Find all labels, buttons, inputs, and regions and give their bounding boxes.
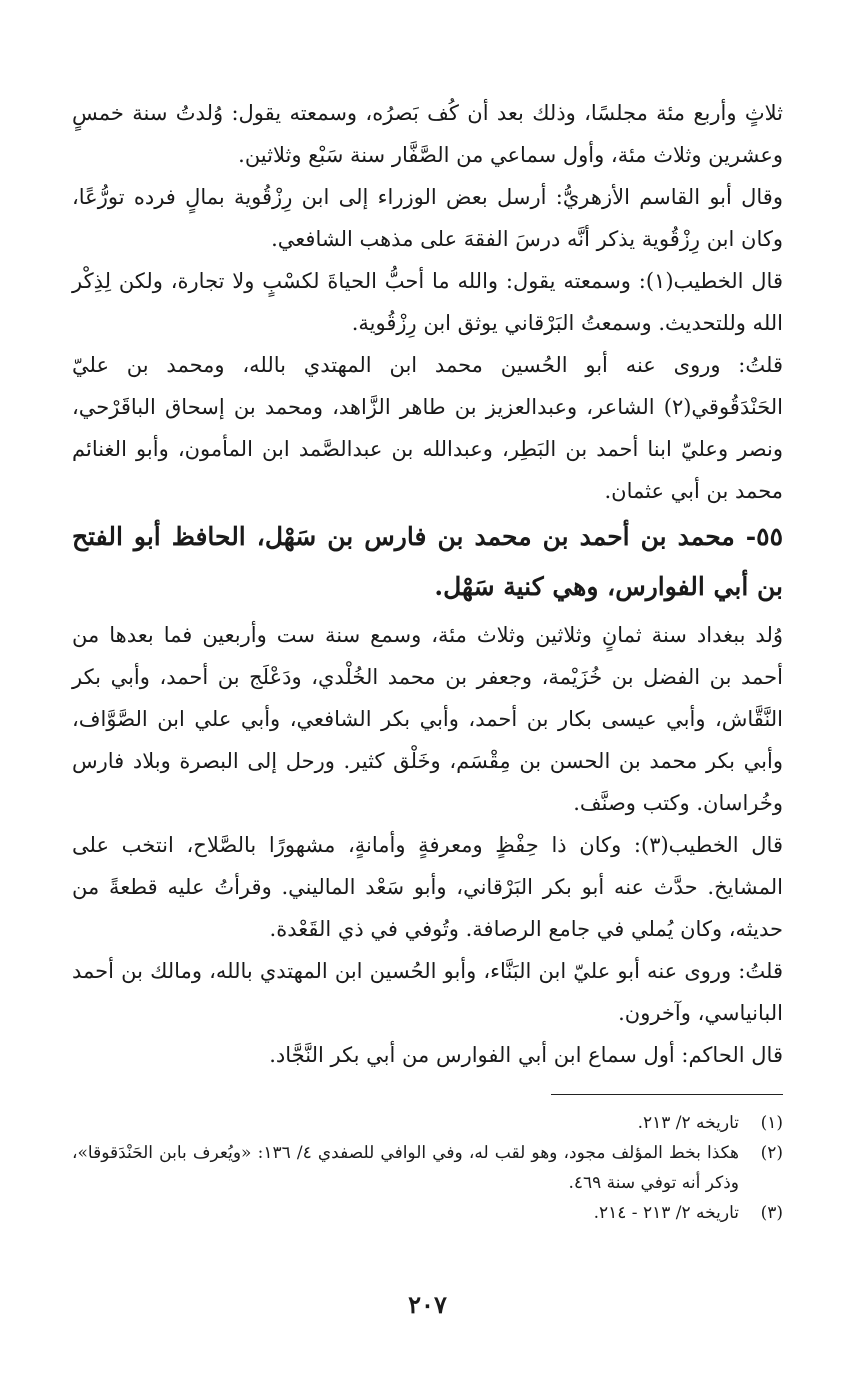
biography-entry-heading: ٥٥- محمد بن أحمد بن محمد بن فارس بن سَهْل، الحافظ أبو الفتح بن أبي الفوارس، وهي كنية سَهْل.: [72, 522, 783, 601]
paragraph-rizquya-dictation: ثلاثٍ وأربع مئة مجلسًا، وذلك بعد أن كُف بَصرُه، وسمعته يقول: وُلدتُ سنة خمسٍ وعشرين وثلاث مئة، وأول سماعي من الصَّفَّار سنة سَبْع وثلاثين.: [72, 101, 783, 167]
footnotes-list: [72, 1108, 783, 1228]
paragraph-narrators: قلتُ: وروى عنه أبو الحُسين محمد ابن المهتدي بالله، ومحمد بن عليّ الحَنْدَقُوقي(٢) الشاعر، وعبدالعزيز بن طاهر الزَّاهد، ومحمد بن إسحاق الباقَرْحي، ونصر وعليّ ابنا أحمد بن البَطِر، وعبدالله بن عبدالصَّمد ابن المأمون، وأبو الغنائم محمد بن أبي عثمان.: [72, 353, 783, 503]
footnote: [72, 1198, 783, 1228]
footnote: [72, 1138, 783, 1198]
paragraph-birth-and-teachers: وُلد ببغداد سنة ثمانٍ وثلاثين وثلاث مئة، وسمع سنة ست وأربعين فما بعدها من أحمد بن الفضل بن خُزَيْمة، وجعفر بن محمد الخُلْدي، ودَعْلَج بن أحمد، وأبي بكر النَّقَّاش، وأبي عيسى بكار بن أحمد، وأبي بكر الشافعي، وأبي علي ابن الصَّوَّاف، وأبي بكر محمد بن الحسن بن مِقْسَم، وخَلْق كثير. ورحل إلى البصرة وبلاد فارس وخُراسان. وكتب وصنَّف.: [72, 623, 783, 815]
footnote-text: تاريخه ٢/ ٢١٣ - ٢١٤.: [593, 1203, 739, 1223]
paragraph-khatib-quote: قال الخطيب(١): وسمعته يقول: والله ما أحبُّ الحياةَ لكسْبٍ ولا تجارة، ولكن لِذِكْر الله وللتحديث. وسمعتُ البَرْقاني يوثق ابن رِزْقُوية.: [72, 269, 783, 335]
footnote-text: هكذا بخط المؤلف مجود، وهو لقب له، وفي الوافي للصفدي ٤/ ١٣٦: «ويُعرف بابن الحَنْدَقوقا»، وذكر أنه توفي سنة ٤٦٩.: [72, 1143, 739, 1193]
footnote-number: (٢): [760, 1143, 783, 1163]
paragraph-khatib-assessment: قال الخطيب(٣): وكان ذا حِفْظٍ ومعرفةٍ وأمانةٍ، مشهورًا بالصَّلاح، انتخب على المشايخ. حدَّث عنه أبو بكر البَرْقاني، وأبو سَعْد الماليني. وقرأتُ عليه قطعةً من حديثه، وكان يُملي في جامع الرصافة. وتُوفي في ذي القَعْدة.: [72, 833, 783, 941]
footnote-number: (٣): [760, 1203, 783, 1223]
footnote: [72, 1108, 783, 1138]
paragraph-students: قلتُ: وروى عنه أبو عليّ ابن البَنَّاء، وأبو الحُسين ابن المهتدي بالله، ومالك بن أحمد البانياسي، وآخرون.: [72, 959, 783, 1025]
footnote-text: تاريخه ٢/ ٢١٣.: [637, 1113, 739, 1133]
paragraph-hakim-remark: قال الحاكم: أول سماع ابن أبي الفوارس من أبي بكر النَّجَّاد.: [269, 1043, 783, 1067]
paragraph-azhari-report: وقال أبو القاسم الأزهريُّ: أرسل بعض الوزراء إلى ابن رِزْقُوية بمالٍ فرده تورُّعًا، وكان ابن رِزْقُوية يذكر أنَّه درسَ الفقهَ على مذهب الشافعي.: [72, 185, 783, 251]
page-number: ٢٠٧: [408, 1290, 447, 1319]
footnote-number: (١): [760, 1113, 783, 1133]
footnote-separator: [551, 1094, 783, 1095]
